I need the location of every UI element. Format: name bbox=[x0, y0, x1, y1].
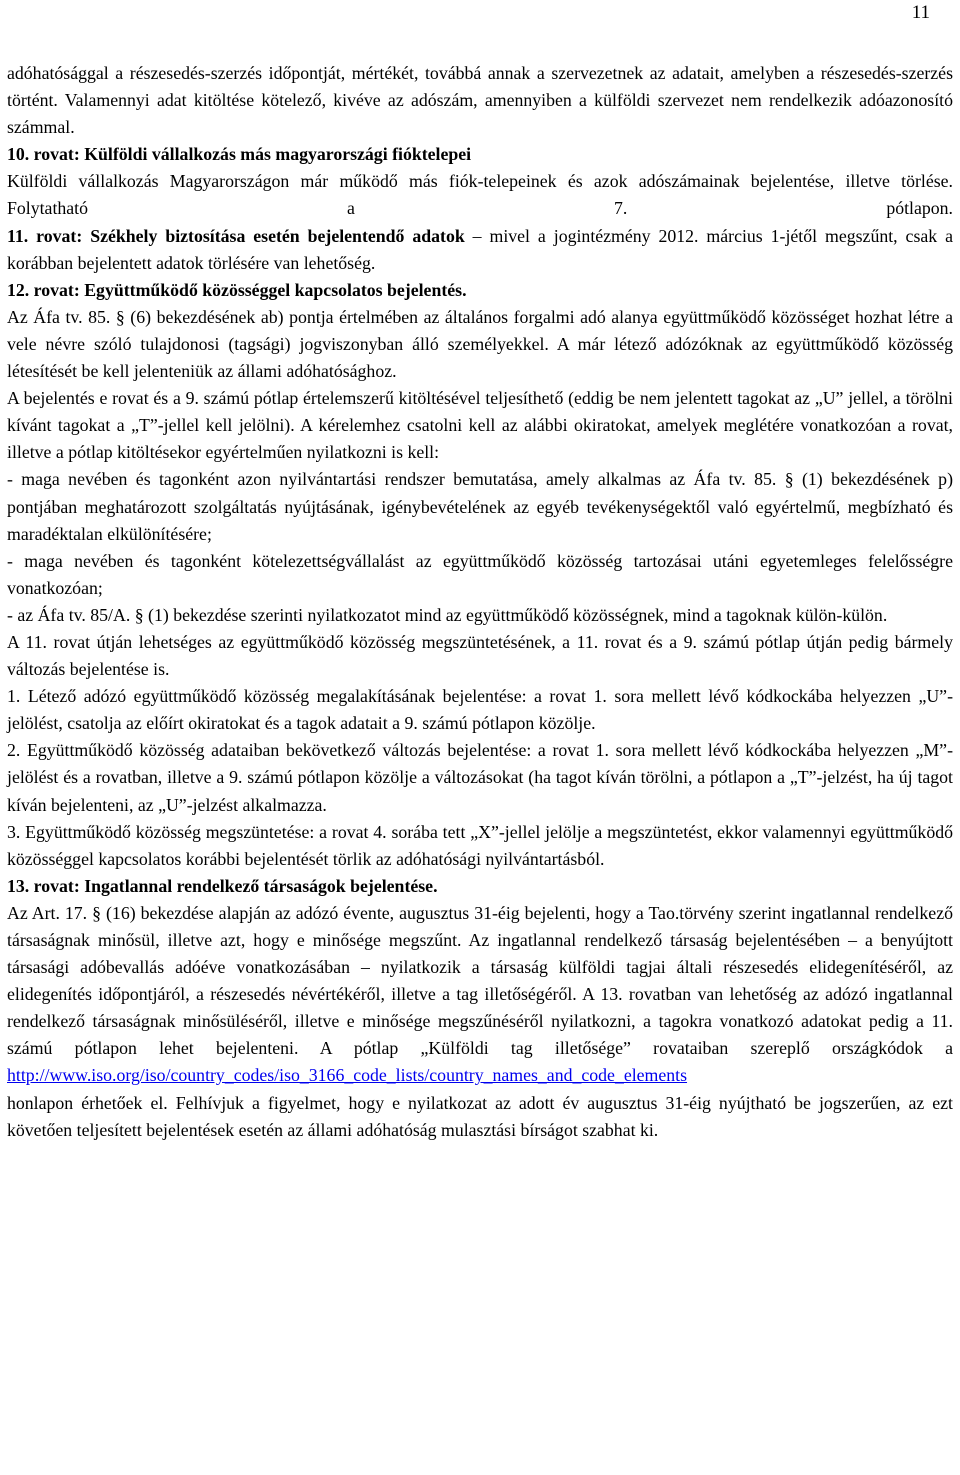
iso-link-line bbox=[7, 1062, 953, 1089]
paragraph-intro: adóhatósággal a részesedés-szerzés időpontját, mértékét, továbbá annak a szervezetnek az adatait, amelyben a részesedés-szerzés történt. Valamennyi adat kitöltése kötelező, kivéve az adószám, amennyiben a külföldi szervezet nem rendelkezik adóazonosító számmal. bbox=[7, 63, 953, 138]
paragraph-rovat-11 bbox=[7, 223, 953, 277]
document-body bbox=[7, 60, 953, 1144]
paragraph-step-2: 2. Együttműködő közösség adataiban bekövetkező változás bejelentése: a rovat 1. sora mellett lévő kódkockába helyezzen „M”-jelölést és a rovatban, illetve a 9. számú pótlapon közölje a változásokat (ha tagot kíván törölni, a pótlapon a „T”-jelzést, ha új tagot kíván bejelenteni, az „U”-jelzést alkalmazza. bbox=[7, 740, 953, 815]
paragraph-rovat-13: Az Art. 17. § (16) bekezdése alapján az adózó évente, augusztus 31-éig bejelenti, hogy a Tao.törvény szerint ingatlannal rendelkező társaságnak minősül, illetve azt, hogy e minősége megszűnt. Az ingatlannal rendelkező társaság bejelentésében – a benyújtott társasági adóbevallás adóéve vonatkozásában – nyilatkozik a társaság külföldi tagjai általi részesedés elidegenítéséről, az elidegenítés időpontjáról, a részesedés névértékéről, illetve a tag illetőségéről. A 13. rovatban van lehetőség az adózó ingatlannal rendelkező társaságnak minősüléséről, illetve e minősége megszűnéséről nyilatkozni, a tagokra vonatkozó adatokat pedig a 11. számú pótlapon lehet bejelenteni. A pótlap „Külföldi tag illetősége” rovataiban szereplő országkódok a bbox=[7, 902, 953, 1059]
paragraph-step-1: 1. Létező adózó együttműködő közösség megalakításának bejelentése: a rovat 1. sora mellett lévő kódkockába helyezzen „U”-jelölést, csatolja az előírt okiratokat és a tagok adatait a 9. számú pótlapon közölje. bbox=[7, 686, 953, 734]
heading-rovat-13: 13. rovat: Ingatlannal rendelkező társaságok bejelentése. bbox=[7, 875, 438, 896]
page-number: 11 bbox=[911, 2, 930, 23]
paragraph-rovat-11-utjan: A 11. rovat útján lehetséges az együttműködő közösség megszüntetésének, a 11. rovat és a 9. számú pótlap útján pedig bármely változás bejelentése is. bbox=[7, 631, 953, 680]
paragraph-rovat-11-text: – mivel a jogintézmény 2012. március 1-jétől megszűnt, csak a korábban bejelentett adatok törlésére van lehetőség. bbox=[7, 225, 953, 273]
list-item-nyilvantartas: - maga nevében és tagonként azon nyilvántartási rendszer bemutatása, amely alkalmas az Áfa tv. 85. § (1) bekezdésének p) pontjában meghatározott szolgáltatás nyújtásának, igénybevételének az egyéb tevékenységektől való egyértelmű, megbízható és maradéktalan elkülönítésére; bbox=[7, 469, 953, 544]
heading-rovat-10: 10. rovat: Külföldi vállalkozás más magyarországi fióktelepei bbox=[7, 144, 472, 165]
paragraph-step-3: 3. Együttműködő közösség megszüntetése: a rovat 4. sorába tett „X”-jellel jelölje a megszüntetést, ekkor valamennyi együttműködő közösséggel kapcsolatos korábbi bejelentését törlik az adóhatósági nyilvántartásból. bbox=[7, 821, 953, 869]
paragraph-honlapon: honlapon érhetőek el. Felhívjuk a figyelmet, hogy e nyilatkozat az adott év augusztus 31-éig nyújtható be jogszerűen, az ezt követően teljesített bejelentések esetén az állami adóhatóság mulasztási bírságot szabhat ki. bbox=[7, 1092, 953, 1140]
paragraph-afa-85: Az Áfa tv. 85. § (6) bekezdésének ab) pontja értelmében az általános forgalmi adó alanya együttműködő közösséget hozhat létre a vele névre szóló tulajdonosi (tagsági) jogviszonyban álló személyekkel. A már létező adózóknak az együttműködő közösség létesítését be kell jelenteniük az állami adóhatósághoz. bbox=[7, 306, 953, 382]
list-item-kotelezettseg: - maga nevében és tagonként kötelezettségvállalást az együttműködő közösség tartozásai utáni egyetemleges felelősségre vonatkozóan; bbox=[7, 550, 953, 598]
paragraph-rovat-10: Külföldi vállalkozás Magyarországon már működő más fiók-telepeinek és azok adószámainak bejelentése, illetve törlése. Folytatható a 7. pótlapon. bbox=[7, 171, 953, 219]
heading-rovat-12: 12. rovat: Együttműködő közösséggel kapcsolatos bejelentés. bbox=[7, 279, 467, 300]
paragraph-bejelentes: A bejelentés e rovat és a 9. számú pótlap értelemszerű kitöltésével teljesíthető (eddig be nem jelentett tagokat az „U” jellel, a törölni kívánt tagokat a „T”-jellel kell jelölni). A kérelemhez csatolni kell az alábbi okiratokat, amelyek meglétére vonatkozóan a rovat, illetve a pótlap kitöltésekor egyértelműen nyilatkozni is kell: bbox=[7, 388, 953, 463]
list-item-nyilatkozat: - az Áfa tv. 85/A. § (1) bekezdése szerinti nyilatkozatot mind az együttműködő közösségnek, mind a tagoknak külön-külön. bbox=[7, 604, 888, 625]
heading-rovat-11: 11. rovat: Székhely biztosítása esetén bejelentendő adatok bbox=[7, 225, 465, 246]
iso-country-codes-link[interactable]: http://www.iso.org/iso/country_codes/iso_3166_code_lists/country_names_and_code_elements bbox=[7, 1065, 688, 1086]
